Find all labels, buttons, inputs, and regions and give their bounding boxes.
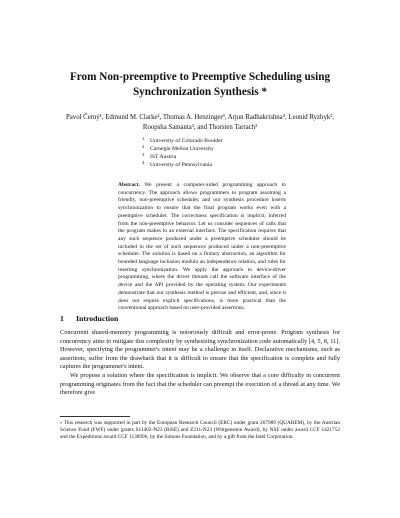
paper-title: From Non-preemptive to Preemptive Scheduling using Synchronization Synthesis * [69,71,331,98]
abstract [118,182,286,313]
footnote-divider [60,416,130,417]
affiliation-name: University of Colorado Boulder [150,138,223,144]
affiliation-name: Carnegie Mellon University [150,146,214,152]
section-heading [60,314,340,323]
paragraph: Concurrent shared-memory programming is notoriously difficult and error-prone. Program synthesis for concurrency aims to mitigate this complexity by synthesizing synchronization code automatically [4, 5, 8, 11]. However, specifying the programmer's intent may be a challenge in itself. Declarative mechanisms, such as assertions, suffer from the drawback that it is difficult to ensure that the specification is complete and fully captures the programmer's intent. [60,329,340,371]
section-title: Introduction [76,314,119,323]
paragraph: We propose a solution where the specification is implicit. We observe that a core difficulty in concurrent programming originates from the fact that the scheduler can preempt the execution of a thread at any time. We therefore give [60,371,340,397]
abstract-text: We present a computer-aided programming approach to concurrency. The approach allows programmers to program assuming a friendly, non-preemptive scheduler, and our synthesis procedure inserts synchronization to ensure that the final program works even with a preemptive scheduler. The correctness specification is implicit, inferred from the non-preemptive behavior. Let us consider sequences of calls that the program makes to an external interface. The specification requires that any such sequence produced under a preemptive scheduler should be included in the set of such sequences produced under a non-preemptive scheduler. The solution is based on a finitary abstraction, an algorithm for bounded language inclusion modulo an independence relation, and rules for inserting synchronization. We apply the approach to device-driver programming, where the driver threads call the software interface of the device and the API provided by the operating system. Our experiments demonstrate that our synthesis method is precise and efficient, and, since it does not require explicit specifications, is more practical than the conventional approach based on user-provided assertions. [118,182,286,312]
affiliation-item [142,161,292,169]
affiliation-number: 4 [142,160,145,165]
affiliation-item [142,137,292,145]
footnote-text: This research was supported in part by the European Research Council (ERC) under grant 267989 (QUAREM), by the Austrian Science Fund (FWF) under grants S11402-N23 (RiSE) and Z211-N23 (Wittgenstein Award), by NSF under award CCF 1421752 and the Expeditions award CCF 1138996, by the Simons Foundation, and by a gift from the Intel Corporation. [60,420,341,441]
footnote-mark: * [60,421,63,426]
abstract-label: Abstract. [118,182,140,188]
affiliation-item [142,153,292,161]
affiliation-name: IST Austria [150,154,177,160]
affiliation-number: 1 [142,136,145,141]
affiliation-list [142,137,292,169]
affiliation-item [142,145,292,153]
section-number: 1 [60,314,64,323]
affiliation-number: 2 [142,144,145,149]
affiliation-number: 3 [142,152,145,157]
author-list: Pavol Černý¹, Edmund M. Clarke², Thomas A. Henzinger³, Arjun Radhakrishna⁴, Leonid Ryzhyk², Roopsha Samanta³, and Thorsten Tarrach³ [66,114,334,131]
footnote [60,420,340,441]
introduction-body [60,329,340,398]
affiliation-name: University of Pennsylvania [150,162,212,168]
